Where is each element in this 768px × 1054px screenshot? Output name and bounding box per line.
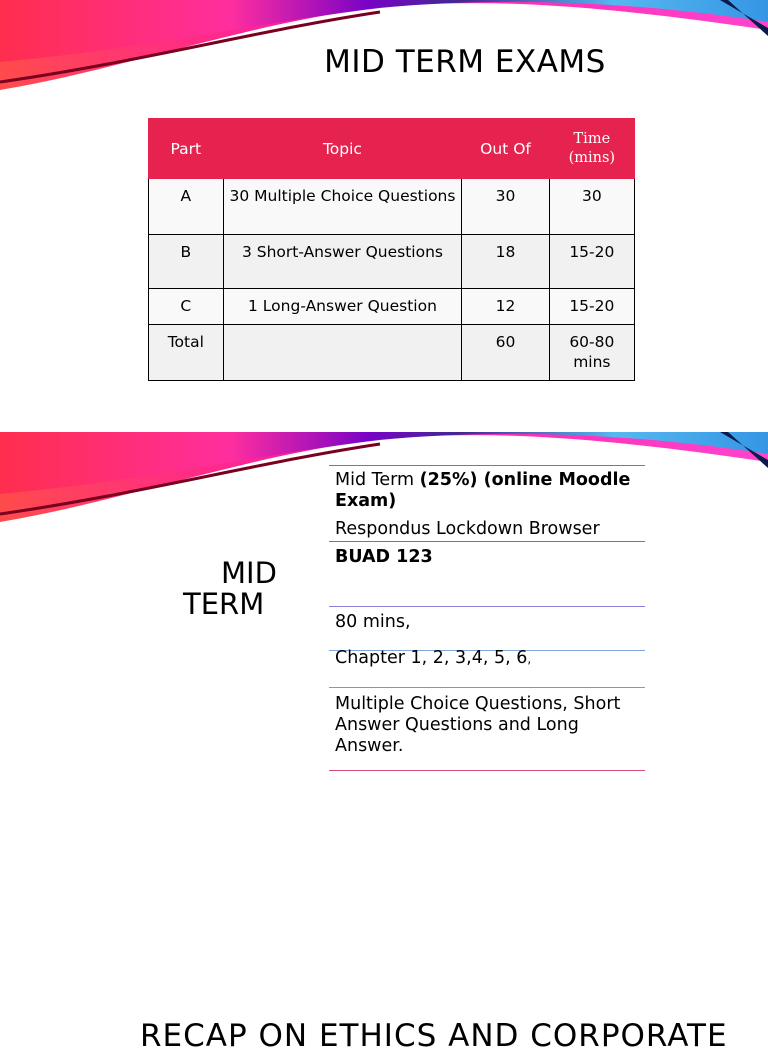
list-item <box>329 470 645 512</box>
table-row <box>149 325 635 381</box>
page-title: RECAP ON ETHICS AND CORPORATE <box>140 1018 728 1054</box>
header-out-of: Out Of <box>462 119 549 179</box>
cell-time: 15-20 <box>549 289 634 325</box>
divider <box>329 770 645 771</box>
cell-part: Total <box>149 325 224 381</box>
cell-out-of: 60 <box>462 325 549 381</box>
exam-table <box>148 118 635 381</box>
list-item <box>329 694 645 757</box>
item-chapters-suffix: , <box>527 652 532 666</box>
cell-part: C <box>149 289 224 325</box>
cell-out-of: 12 <box>462 289 549 325</box>
item-chapters: Chapter 1, 2, 3,4, 5, 6 <box>335 648 528 668</box>
cell-part: A <box>149 179 224 235</box>
section-title <box>183 558 277 620</box>
cell-time: 60-80 mins <box>549 325 634 381</box>
item-course-code: BUAD 123 <box>335 547 433 567</box>
item-duration: 80 mins, <box>335 612 411 632</box>
divider <box>329 687 645 688</box>
slide-mid-term <box>0 432 768 992</box>
divider <box>329 465 645 466</box>
cell-topic: 30 Multiple Choice Questions <box>223 179 462 235</box>
header-part: Part <box>149 119 224 179</box>
list-item <box>329 648 645 670</box>
table-row <box>149 235 635 289</box>
cell-topic <box>223 325 462 381</box>
divider <box>329 606 645 607</box>
list-item <box>329 547 645 568</box>
table-row <box>149 289 635 325</box>
section-title-line2: TERM <box>183 587 265 621</box>
list-item <box>329 519 645 540</box>
divider <box>329 541 645 542</box>
item-mid-term-bold: (25%) (online Moodle Exam) <box>335 470 631 511</box>
header-topic: Topic <box>223 119 462 179</box>
item-question-types: Multiple Choice Questions, Short Answer Questions and Long Answer. <box>335 694 621 756</box>
cell-out-of: 18 <box>462 235 549 289</box>
list-item <box>329 612 645 633</box>
cell-time: 15-20 <box>549 235 634 289</box>
cell-topic: 1 Long-Answer Question <box>223 289 462 325</box>
cell-time: 30 <box>549 179 634 235</box>
item-mid-term: Mid Term <box>335 470 420 490</box>
slide-recap <box>0 992 768 1054</box>
section-title-line1: MID <box>221 556 277 590</box>
header-time-line2: (mins) <box>568 149 616 166</box>
page-title: MID TERM EXAMS <box>324 44 606 80</box>
cell-part: B <box>149 235 224 289</box>
table-header-row <box>149 119 635 179</box>
header-time-line1: Time <box>573 130 611 147</box>
header-time <box>549 119 634 179</box>
cell-out-of: 30 <box>462 179 549 235</box>
table-row <box>149 179 635 235</box>
slide-mid-term-exams <box>0 0 768 432</box>
cell-topic: 3 Short-Answer Questions <box>223 235 462 289</box>
item-lockdown-browser: Respondus Lockdown Browser <box>335 519 600 539</box>
